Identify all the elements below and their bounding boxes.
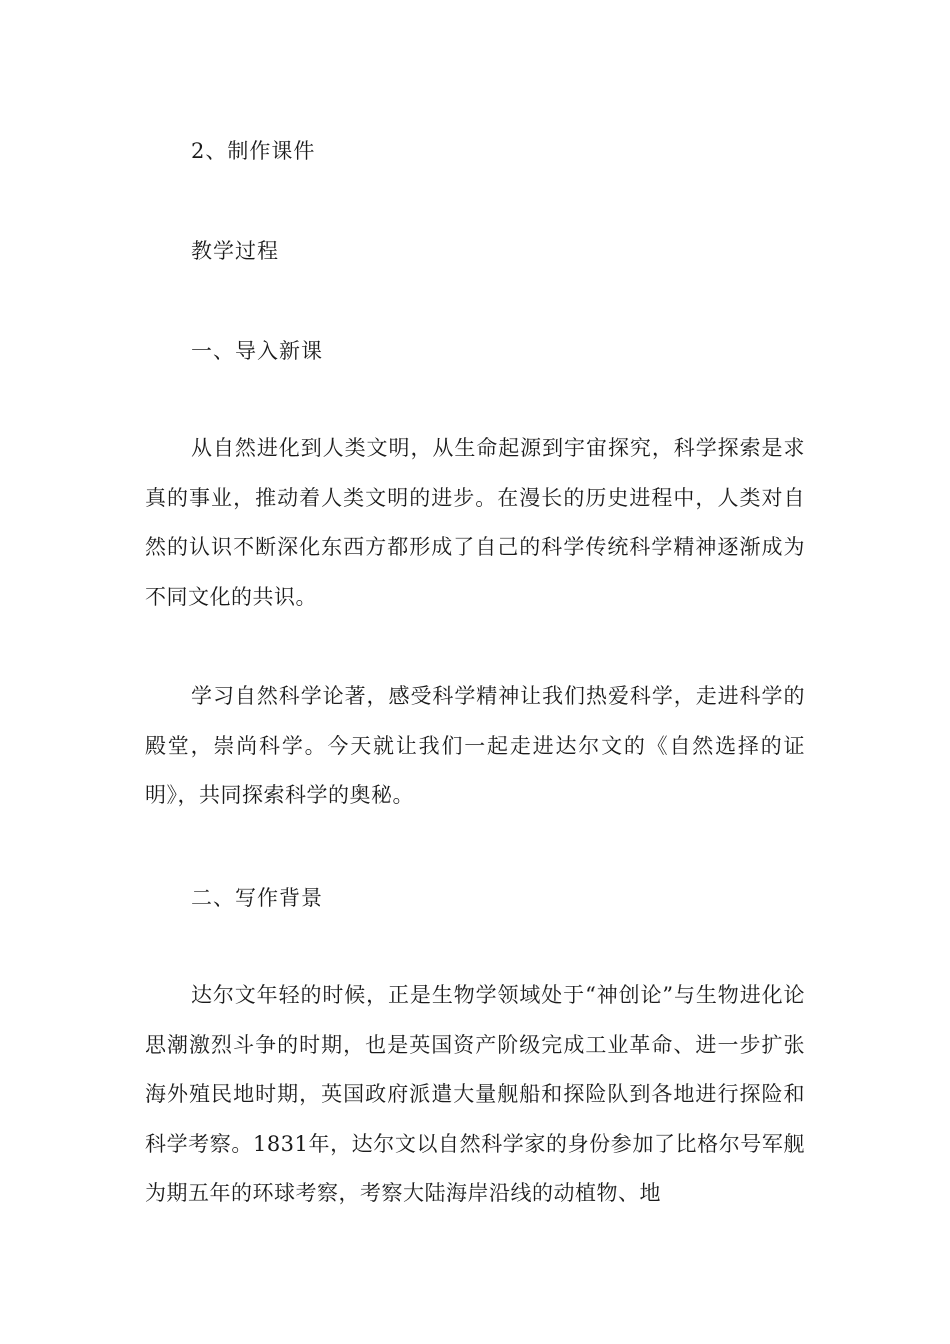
- heading-background: 二、写作背景: [191, 886, 323, 910]
- heading-courseware: 2、制作课件: [191, 139, 316, 163]
- paragraph-intro-2: 学习自然科学论著，感受科学精神让我们热爱科学，走进科学的殿堂，崇尚科学。今天就让我们一起走进达尔文的《自然选择的证明》，共同探索科学的奥秘。: [145, 684, 805, 807]
- paragraph-intro-1: 从自然进化到人类文明，从生命起源到宇宙探究，科学探索是求真的事业，推动着人类文明的进步。在漫长的历史进程中，人类对自然的认识不断深化东西方都形成了自己的科学传统科学精神逐渐成为不同文化的共识。: [145, 436, 805, 609]
- heading-teaching-process: 教学过程: [191, 239, 279, 263]
- paragraph-background-1: 达尔文年轻的时候，正是生物学领域处于“神创论”与生物进化论思潮激烈斗争的时期，也是英国资产阶级完成工业革命、进一步扩张海外殖民地时期，英国政府派遣大量舰船和探险队到各地进行探险和科学考察。1831年，达尔文以自然科学家的身份参加了比格尔号军舰为期五年的环球考察，考察大陆海岸沿线的动植物、地: [145, 983, 805, 1205]
- heading-intro: 一、导入新课: [191, 339, 323, 363]
